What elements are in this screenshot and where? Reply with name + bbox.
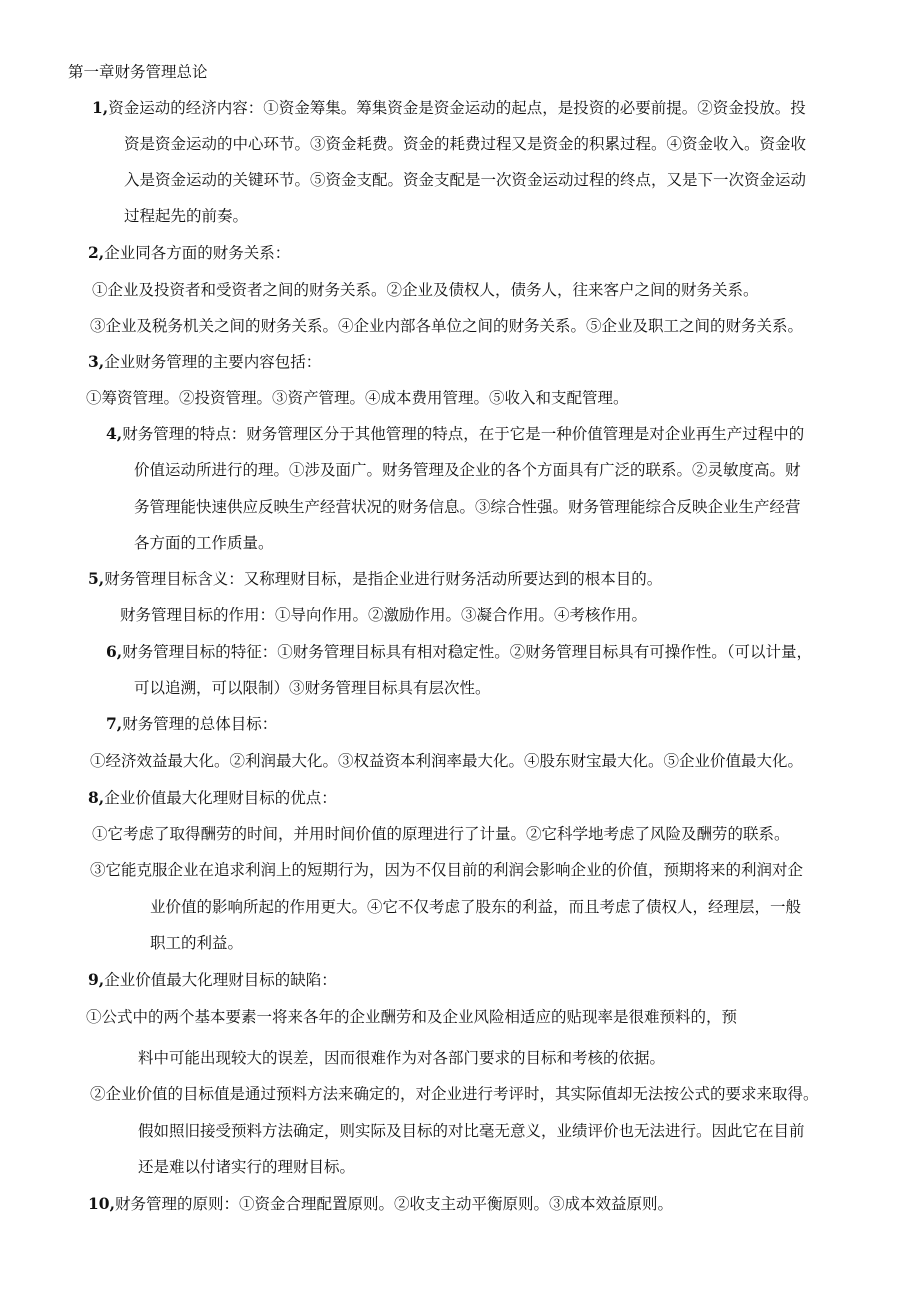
item-3-line-1: 3,企业财务管理的主要内容包括：: [88, 352, 322, 371]
item-10-line-1: 10,财务管理的原则：①资金合理配置原则。②收支主动平衡原则。③成本效益原则。: [88, 1194, 673, 1213]
item-number: 6,: [106, 642, 123, 661]
item-8-line-4: 业价值的影响所起的作用更大。④它不仅考虑了股东的利益，而且考虑了债权人，经理层，一般: [150, 898, 802, 916]
item-4-line-4: 各方面的工作质量。: [134, 534, 274, 552]
item-8-line-5: 职工的利益。: [150, 934, 244, 952]
item-number: 8,: [88, 788, 105, 807]
item-1-line-4: 过程起先的前奏。: [124, 207, 249, 225]
item-number: 10,: [88, 1194, 115, 1213]
item-9-line-5: 假如照旧接受预料方法确定，则实际及目标的对比毫无意义，业绩评价也无法进行。因此它在目前: [138, 1122, 805, 1140]
item-1-line-1: 1,资金运动的经济内容：①资金筹集。筹集资金是资金运动的起点，是投资的必要前提。②资金投放。投: [92, 98, 806, 117]
item-number: 4,: [106, 424, 123, 443]
item-number: 1,: [92, 98, 109, 117]
item-2-line-2: ①企业及投资者和受资者之间的财务关系。②企业及债权人，债务人，往来客户之间的财务关系。: [92, 281, 759, 299]
item-9-line-6: 还是难以付诸实行的理财目标。: [138, 1158, 356, 1176]
item-1-line-2: 资是资金运动的中心环节。③资金耗费。资金的耗费过程又是资金的积累过程。④资金收入。资金收: [124, 135, 807, 153]
item-3-line-2: ①筹资管理。②投资管理。③资产管理。④成本费用管理。⑤收入和支配管理。: [86, 389, 629, 407]
item-6-line-2: 可以追溯，可以限制）③财务管理目标具有层次性。: [134, 679, 491, 697]
item-6-line-1: 6,财务管理目标的特征：①财务管理目标具有相对稳定性。②财务管理目标具有可操作性。（可以计量，: [106, 642, 812, 661]
item-7-line-2: ①经济效益最大化。②利润最大化。③权益资本利润率最大化。④股东财宝最大化。⑤企业价值最大化。: [90, 752, 804, 770]
item-number: 7,: [106, 714, 123, 733]
item-7-line-1: 7,财务管理的总体目标：: [106, 714, 278, 733]
item-9-line-2: ①公式中的两个基本要素一将来各年的企业酬劳和及企业风险相适应的贴现率是很难预料的，预: [86, 1008, 738, 1026]
item-8-line-3: ③它能克服企业在追求利润上的短期行为，因为不仅目前的利润会影响企业的价值，预期将来的利润对企: [90, 861, 804, 879]
item-4-line-3: 务管理能快速供应反映生产经营状况的财务信息。③综合性强。财务管理能综合反映企业生产经营: [134, 498, 801, 516]
item-8-line-1: 8,企业价值最大化理财目标的优点：: [88, 788, 337, 807]
item-4-line-1: 4,财务管理的特点：财务管理区分于其他管理的特点，在于它是一种价值管理是对企业再生产过程中的: [106, 424, 805, 443]
item-4-line-2: 价值运动所进行的理。①涉及面广。财务管理及企业的各个方面具有广泛的联系。②灵敏度高。财: [134, 461, 801, 479]
item-5-line-2: 财务管理目标的作用：①导向作用。②激励作用。③凝合作用。④考核作用。: [120, 606, 648, 624]
item-number: 5,: [88, 569, 105, 588]
item-9-line-4: ②企业价值的目标值是通过预料方法来确定的，对企业进行考评时，其实际值却无法按公式的要求来取得。: [90, 1085, 819, 1103]
item-9-line-1: 9,企业价值最大化理财目标的缺陷：: [88, 970, 337, 989]
item-number: 3,: [88, 352, 105, 371]
item-2-line-3: ③企业及税务机关之间的财务关系。④企业内部各单位之间的财务关系。⑤企业及职工之间的财务关系。: [90, 317, 804, 335]
item-1-line-3: 入是资金运动的关键环节。⑤资金支配。资金支配是一次资金运动过程的终点，又是下一次资金运动: [124, 171, 807, 189]
chapter-title: 第一章财务管理总论: [68, 63, 208, 81]
item-5-line-1: 5,财务管理目标含义：又称理财目标，是指企业进行财务活动所要达到的根本目的。: [88, 569, 663, 588]
item-2-line-1: 2,企业同各方面的财务关系：: [88, 243, 291, 262]
item-number: 2,: [88, 243, 105, 262]
item-9-line-3: 料中可能出现较大的误差，因而很难作为对各部门要求的目标和考核的依据。: [138, 1049, 666, 1067]
item-number: 9,: [88, 970, 105, 989]
item-8-line-2: ①它考虑了取得酬劳的时间，并用时间价值的原理进行了计量。②它科学地考虑了风险及酬劳的联系。: [92, 825, 790, 843]
